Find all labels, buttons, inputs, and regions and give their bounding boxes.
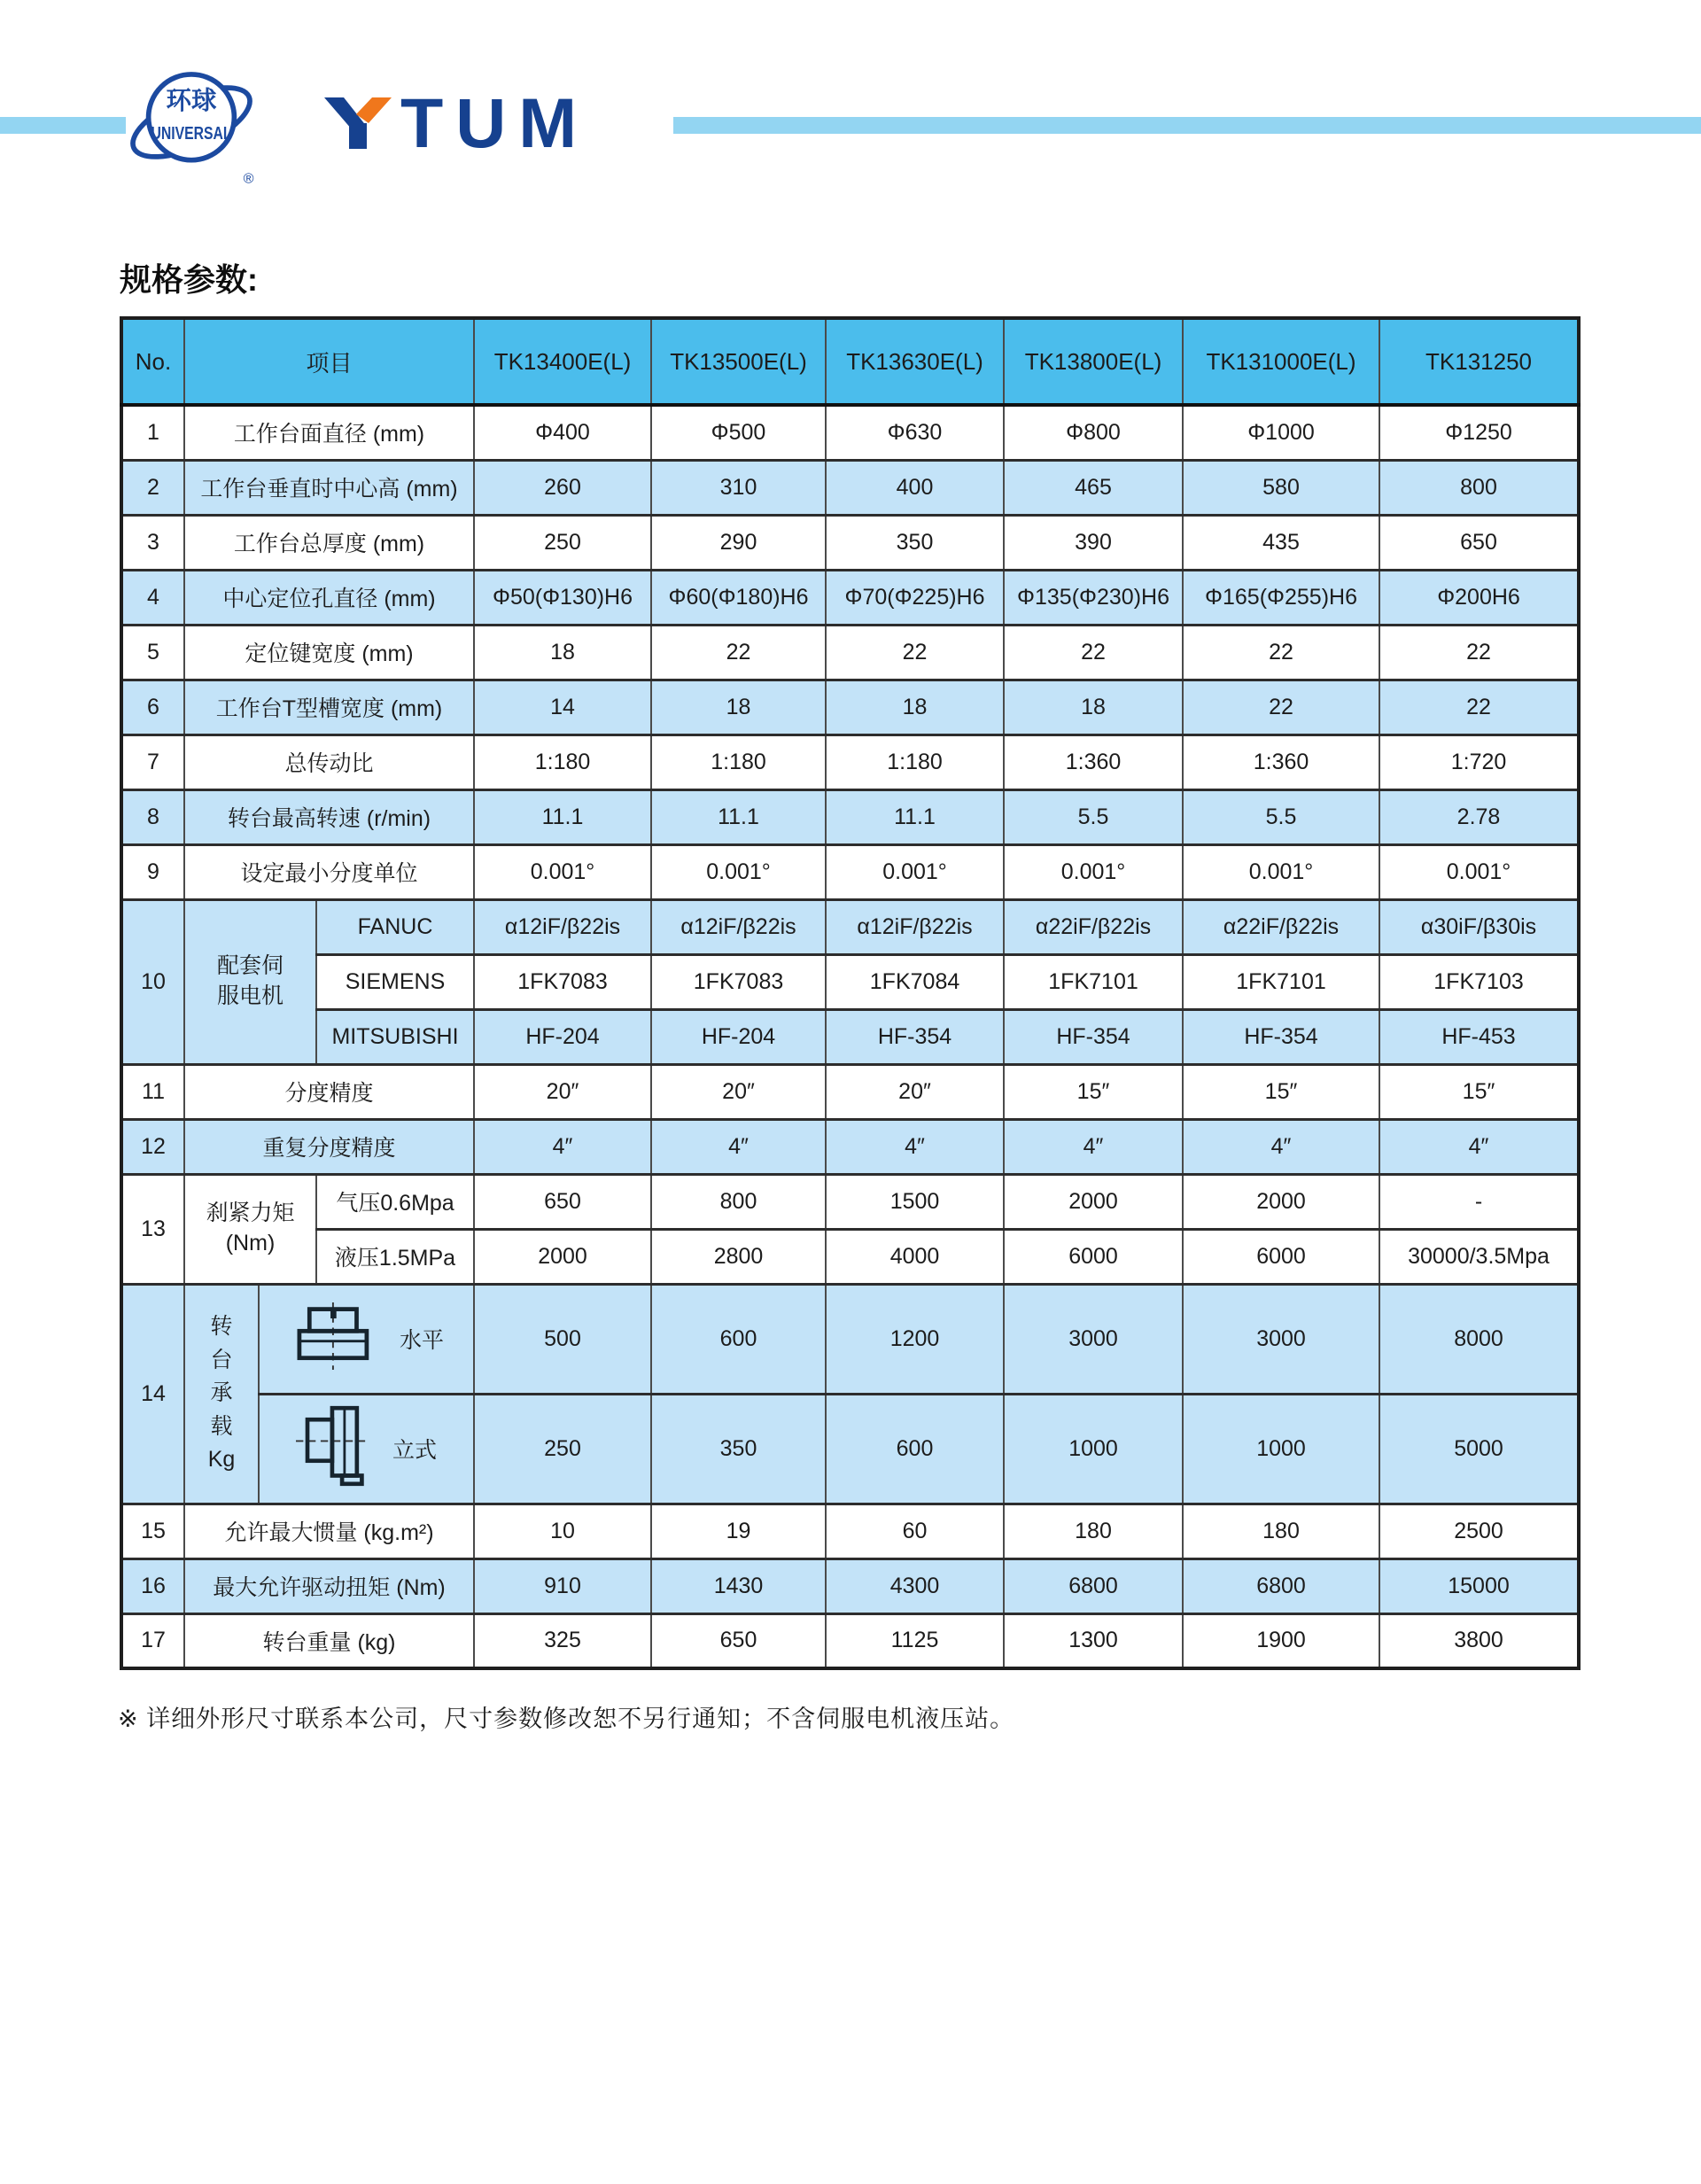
col-header-item: 项目: [184, 318, 474, 405]
row-number: 5: [121, 625, 184, 680]
accent-bar-left: [0, 117, 126, 134]
sub-label: SIEMENS: [316, 954, 474, 1009]
row-number: 16: [121, 1558, 184, 1613]
value-cell: 650: [1379, 515, 1579, 570]
col-header-model: TK131000E(L): [1183, 318, 1379, 405]
globe-logo-en-text: UNIVERSAL: [151, 123, 232, 144]
row-label: 工作台总厚度 (mm): [184, 515, 474, 570]
col-header-model: TK13400E(L): [474, 318, 651, 405]
row-label: 工作台T型槽宽度 (mm): [184, 680, 474, 734]
value-cell: 1000: [1004, 1394, 1183, 1504]
value-cell: Φ135(Φ230)H6: [1004, 570, 1183, 625]
value-cell: 15″: [1183, 1064, 1379, 1119]
value-cell: 1:720: [1379, 734, 1579, 789]
value-cell: 1FK7083: [474, 954, 651, 1009]
value-cell: 0.001°: [1004, 844, 1183, 899]
value-cell: 1900: [1183, 1613, 1379, 1668]
value-cell: α22iF/β22is: [1004, 899, 1183, 954]
value-cell: Φ800: [1004, 405, 1183, 460]
value-cell: 3000: [1004, 1284, 1183, 1394]
value-cell: 8000: [1379, 1284, 1579, 1394]
row-label: 总传动比: [184, 734, 474, 789]
value-cell: 910: [474, 1558, 651, 1613]
table-row: [121, 1504, 1579, 1558]
value-cell: 18: [651, 680, 826, 734]
value-cell: 1:360: [1004, 734, 1183, 789]
brand-letter-y-icon: [324, 97, 392, 149]
table-row: [121, 1064, 1579, 1119]
value-cell: 11.1: [474, 789, 651, 844]
value-cell: 3000: [1183, 1284, 1379, 1394]
table-row: [121, 734, 1579, 789]
value-cell: 4300: [826, 1558, 1004, 1613]
value-cell: 4″: [826, 1119, 1004, 1174]
value-cell: 260: [474, 460, 651, 515]
value-cell: α12iF/β22is: [651, 899, 826, 954]
horizontal-table-icon: [289, 1302, 374, 1376]
spec-table: [120, 316, 1581, 1670]
value-cell: 60: [826, 1504, 1004, 1558]
value-cell: 4″: [651, 1119, 826, 1174]
col-header-model: TK131250: [1379, 318, 1579, 405]
value-cell: 1200: [826, 1284, 1004, 1394]
value-cell: 290: [651, 515, 826, 570]
value-cell: 15″: [1004, 1064, 1183, 1119]
value-cell: 19: [651, 1504, 826, 1558]
value-cell: 30000/3.5Mpa: [1379, 1229, 1579, 1284]
table-row: [121, 1009, 1579, 1064]
row-label: [184, 1174, 316, 1284]
value-cell: 1500: [826, 1174, 1004, 1229]
registered-trademark-symbol: ®: [243, 170, 254, 187]
row-label: 中心定位孔直径 (mm): [184, 570, 474, 625]
value-cell: 6800: [1183, 1558, 1379, 1613]
row-number: 12: [121, 1119, 184, 1174]
row-label: 最大允许驱动扭矩 (Nm): [184, 1558, 474, 1613]
value-cell: 2000: [1183, 1174, 1379, 1229]
value-cell: 20″: [474, 1064, 651, 1119]
table-row: [121, 1119, 1579, 1174]
table-row: [121, 570, 1579, 625]
footnote: ※ 详细外形尺寸联系本公司，尺寸参数修改恕不另行通知；不含伺服电机液压站。: [118, 1706, 1015, 1732]
value-cell: 22: [1183, 625, 1379, 680]
value-cell: 15″: [1379, 1064, 1579, 1119]
value-cell: 650: [474, 1174, 651, 1229]
value-cell: 4″: [1183, 1119, 1379, 1174]
table-row: [121, 899, 1579, 954]
value-cell: 435: [1183, 515, 1379, 570]
row-label: 转台最高转速 (r/min): [184, 789, 474, 844]
table-row: [121, 789, 1579, 844]
value-cell: Φ630: [826, 405, 1004, 460]
table-row: [121, 680, 1579, 734]
row-label: 转台重量 (kg): [184, 1613, 474, 1668]
table-row: [121, 1558, 1579, 1613]
value-cell: 400: [826, 460, 1004, 515]
value-cell: 325: [474, 1613, 651, 1668]
table-row: [121, 625, 1579, 680]
row-label-text: 配套伺服电机: [216, 953, 284, 1008]
orientation-label: 立式: [392, 1438, 437, 1463]
col-header-model: TK13630E(L): [826, 318, 1004, 405]
value-cell: α22iF/β22is: [1183, 899, 1379, 954]
value-cell: 1000: [1183, 1394, 1379, 1504]
value-cell: 2000: [1004, 1174, 1183, 1229]
value-cell: 650: [651, 1613, 826, 1668]
universal-globe-logo-icon: [124, 57, 259, 188]
value-cell: 600: [826, 1394, 1004, 1504]
col-header-model: TK13500E(L): [651, 318, 826, 405]
value-cell: 1:180: [826, 734, 1004, 789]
value-cell: Φ400: [474, 405, 651, 460]
value-cell: 1FK7084: [826, 954, 1004, 1009]
value-cell: 5000: [1379, 1394, 1579, 1504]
table-row: [121, 460, 1579, 515]
value-cell: 20″: [651, 1064, 826, 1119]
value-cell: 5.5: [1183, 789, 1379, 844]
table-row: [121, 1284, 1579, 1394]
value-cell: 1:360: [1183, 734, 1379, 789]
value-cell: 20″: [826, 1064, 1004, 1119]
value-cell: 310: [651, 460, 826, 515]
globe-logo-cn-text: 环球: [166, 86, 217, 115]
value-cell: Φ500: [651, 405, 826, 460]
row-number: 6: [121, 680, 184, 734]
table-row: [121, 1613, 1579, 1668]
row-label: 工作台垂直时中心高 (mm): [184, 460, 474, 515]
value-cell: 18: [1004, 680, 1183, 734]
value-cell: 6000: [1183, 1229, 1379, 1284]
value-cell: Φ70(Φ225)H6: [826, 570, 1004, 625]
value-cell: 180: [1183, 1504, 1379, 1558]
col-header-no: No.: [121, 318, 184, 405]
sub-label: 气压0.6Mpa: [316, 1174, 474, 1229]
value-cell: 15000: [1379, 1558, 1579, 1613]
value-cell: 11.1: [651, 789, 826, 844]
row-number: 7: [121, 734, 184, 789]
value-cell: Φ1250: [1379, 405, 1579, 460]
value-cell: 4″: [474, 1119, 651, 1174]
value-cell: 350: [826, 515, 1004, 570]
value-cell: 800: [1379, 460, 1579, 515]
row-label: 允许最大惯量 (kg.m²): [184, 1504, 474, 1558]
col-header-model: TK13800E(L): [1004, 318, 1183, 405]
value-cell: 6800: [1004, 1558, 1183, 1613]
value-cell: Φ165(Φ255)H6: [1183, 570, 1379, 625]
row-number: 1: [121, 405, 184, 460]
sub-label: 液压1.5MPa: [316, 1229, 474, 1284]
row-label: 设定最小分度单位: [184, 844, 474, 899]
value-cell: 22: [1379, 680, 1579, 734]
value-cell: 1430: [651, 1558, 826, 1613]
value-cell: Φ60(Φ180)H6: [651, 570, 826, 625]
table-row: [121, 1229, 1579, 1284]
value-cell: 4000: [826, 1229, 1004, 1284]
value-cell: HF-204: [474, 1009, 651, 1064]
row-number: 3: [121, 515, 184, 570]
row-number: 2: [121, 460, 184, 515]
orientation-cell: [259, 1284, 474, 1394]
row-number: 9: [121, 844, 184, 899]
value-cell: 22: [651, 625, 826, 680]
orientation-label: 水平: [399, 1328, 444, 1353]
row-number: 4: [121, 570, 184, 625]
row-label: 定位键宽度 (mm): [184, 625, 474, 680]
value-cell: 1:180: [651, 734, 826, 789]
brand-letters-tum: TUM: [400, 83, 590, 162]
value-cell: 22: [1183, 680, 1379, 734]
row-number: 8: [121, 789, 184, 844]
value-cell: 1FK7103: [1379, 954, 1579, 1009]
value-cell: 180: [1004, 1504, 1183, 1558]
value-cell: 1125: [826, 1613, 1004, 1668]
value-cell: 800: [651, 1174, 826, 1229]
value-cell: 1FK7101: [1183, 954, 1379, 1009]
value-cell: α30iF/β30is: [1379, 899, 1579, 954]
value-cell: 1FK7101: [1004, 954, 1183, 1009]
row-number: 10: [121, 899, 184, 1064]
value-cell: 22: [826, 625, 1004, 680]
brand-wordmark: [324, 83, 590, 162]
header-row: [121, 318, 1579, 405]
row-label: [184, 1284, 259, 1504]
sub-label: MITSUBISHI: [316, 1009, 474, 1064]
value-cell: Φ50(Φ130)H6: [474, 570, 651, 625]
table-row: [121, 1394, 1579, 1504]
row-label: 分度精度: [184, 1064, 474, 1119]
value-cell: HF-354: [1183, 1009, 1379, 1064]
row-label: 工作台面直径 (mm): [184, 405, 474, 460]
value-cell: α12iF/β22is: [474, 899, 651, 954]
value-cell: 2500: [1379, 1504, 1579, 1558]
value-cell: 0.001°: [1379, 844, 1579, 899]
value-cell: 2800: [651, 1229, 826, 1284]
table-row: [121, 954, 1579, 1009]
value-cell: HF-204: [651, 1009, 826, 1064]
value-cell: 500: [474, 1284, 651, 1394]
table-row: [121, 515, 1579, 570]
value-cell: 600: [651, 1284, 826, 1394]
row-number: 15: [121, 1504, 184, 1558]
value-cell: 1FK7083: [651, 954, 826, 1009]
value-cell: 3800: [1379, 1613, 1579, 1668]
value-cell: 2.78: [1379, 789, 1579, 844]
value-cell: 18: [474, 625, 651, 680]
value-cell: 18: [826, 680, 1004, 734]
value-cell: -: [1379, 1174, 1579, 1229]
row-label-text: 刹紧力矩 (Nm): [206, 1201, 295, 1255]
page-title: 规格参数:: [120, 261, 258, 298]
value-cell: 1:180: [474, 734, 651, 789]
value-cell: 10: [474, 1504, 651, 1558]
value-cell: 22: [1004, 625, 1183, 680]
value-cell: 4″: [1379, 1119, 1579, 1174]
value-cell: 0.001°: [474, 844, 651, 899]
value-cell: 350: [651, 1394, 826, 1504]
value-cell: 0.001°: [826, 844, 1004, 899]
value-cell: HF-354: [1004, 1009, 1183, 1064]
table-row: [121, 1174, 1579, 1229]
orientation-cell: [259, 1394, 474, 1504]
table-row: [121, 844, 1579, 899]
accent-bar-right: [673, 117, 1701, 134]
value-cell: 22: [1379, 625, 1579, 680]
value-cell: 11.1: [826, 789, 1004, 844]
row-label: 重复分度精度: [184, 1119, 474, 1174]
row-number: 13: [121, 1174, 184, 1284]
value-cell: 465: [1004, 460, 1183, 515]
row-label: [184, 899, 316, 1064]
value-cell: 250: [474, 515, 651, 570]
value-cell: Φ200H6: [1379, 570, 1579, 625]
table-row: [121, 405, 1579, 460]
value-cell: 1300: [1004, 1613, 1183, 1668]
value-cell: HF-354: [826, 1009, 1004, 1064]
row-number: 11: [121, 1064, 184, 1119]
value-cell: HF-453: [1379, 1009, 1579, 1064]
row-number: 17: [121, 1613, 184, 1668]
row-number: 14: [121, 1284, 184, 1504]
value-cell: 6000: [1004, 1229, 1183, 1284]
sub-label: FANUC: [316, 899, 474, 954]
value-cell: 5.5: [1004, 789, 1183, 844]
value-cell: 0.001°: [651, 844, 826, 899]
value-cell: 14: [474, 680, 651, 734]
row-label-text: 转台承载Kg: [207, 1314, 236, 1473]
vertical-table-icon: [296, 1404, 367, 1494]
value-cell: 4″: [1004, 1119, 1183, 1174]
value-cell: α12iF/β22is: [826, 899, 1004, 954]
value-cell: 250: [474, 1394, 651, 1504]
value-cell: 580: [1183, 460, 1379, 515]
value-cell: 390: [1004, 515, 1183, 570]
value-cell: 0.001°: [1183, 844, 1379, 899]
value-cell: Φ1000: [1183, 405, 1379, 460]
value-cell: 2000: [474, 1229, 651, 1284]
